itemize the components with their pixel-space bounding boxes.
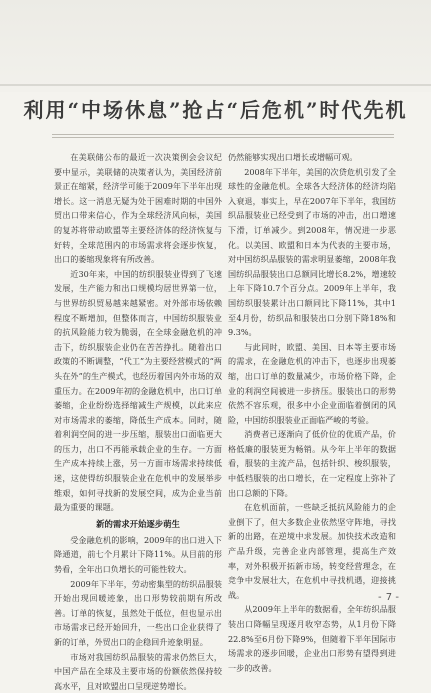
paragraph: 2008年下半年，美国的次贷危机引发了全球性的金融危机。全球各大经济体的经济均陷入衰退，事实上，早在2007年下半年，我国纺织品服装业已经受到了市场的冲击，出口增速下滑，订单减少。到2008年，情况进一步恶化。以美国、欧盟和日本为代表的主要市场，对中国纺织品服装的需求明显萎缩，2008年我国纺织品服装出口总额同比增长8.2%，增速较上年下降10.7个百分点。2009年上半年，我国纺织服装累计出口额同比下降11%，其中1至4月份，纺织品和服装出口分别下降18%和9.3%。 bbox=[228, 166, 396, 338]
section-heading: 新的需求开始逐步萌生 bbox=[96, 518, 180, 529]
article-title: 利用“中场休息”抢占“后危机”时代先机 bbox=[23, 98, 408, 122]
paragraph: 受金融危机的影响，2009年的出口进入下降通道，前七个月累计下降11%。从目前的形势看，全年出口负增长的可能性较大。 bbox=[54, 534, 222, 575]
title-rule-top bbox=[52, 134, 394, 135]
paragraph: 在危机面前，一些缺乏抵抗风险能力的企业倒下了，但大多数企业依然坚守阵地，寻找新的出路，在逆境中求发展。加快技术改造和产品升级，完善企业内部管理，提高生产效率，对外积极开拓新市场，转变经营理念，在竞争中发展壮大，在危机中寻找机遇，迎接挑战。 bbox=[228, 502, 396, 600]
paragraph: 在美联储公布的最近一次决策例会会议纪要中显示，美联储的决策者认为，美国经济前景正在缩紧，经济学可能于2009年下半年出现增长。这一消息无疑为处于困难时期的中国外贸出口带来信心，作为全球经济风向标，美国的复苏将带动欧盟等主要经济体的经济恢复与好转，全球范围内的市场需求将会逐步恢复，出口的萎缩现象将有所改善。 bbox=[54, 152, 222, 265]
title-rule-bottom bbox=[52, 137, 394, 138]
paragraph: 市场对我国纺织品服装的需求仍然巨大，中国产品在全球及主要市场的份额依然保持较高水平，且对欧盟出口呈现逆势增长。 bbox=[54, 651, 222, 691]
right-column bbox=[228, 150, 396, 673]
paragraph: 从2009年上半年的数据看，全年纺织品服装出口降幅呈现逐月收窄态势，从1月份下降22.8%至6月份下降9%，但随着下半年国际市场需求的逐步回暖，企业出口形势有望得到进一步的改善。 bbox=[228, 604, 396, 673]
page-number: - 7 - bbox=[378, 592, 400, 603]
paragraph: 仍然能够实现出口增长或增幅可观。 bbox=[228, 152, 358, 162]
paragraph: 2009年下半年，劳动密集型的纺织品服装开始出现回暖迹象，出口形势较前期有所改善。订单的恢复，虽然处于低位，但也显示出市场需求已经开始回升，一些出口企业获得了新的订单，外贸出口的企稳回升迹象明显。 bbox=[54, 578, 222, 647]
paragraph: 与此同时，欧盟、美国、日本等主要市场的需求，在金融危机的冲击下，也逐步出现萎缩，出口订单的数量减少，市场价格下降，企业的利润空间被进一步挤压。服装出口的形势依然不容乐观，很多中小企业面临着倒闭的风险，中国纺织服装业正面临严峻的考验。 bbox=[228, 341, 396, 425]
left-column bbox=[54, 150, 222, 691]
header-band bbox=[0, 0, 431, 92]
paragraph: 消费者已逐渐向了低价位的优质产品，价格低廉的服装更为畅销。从今年上半年的数据看，服装的主流产品，包括针织、梭织服装，中低档服装的出口增长，在一定程度上弥补了出口总额的下降。 bbox=[228, 429, 396, 498]
paragraph: 近30年来，中国的纺织服装业得到了飞速发展，生产能力和出口规模均居世界第一位，与世界纺织贸易越来越紧密。对外部市场依赖程度不断增加，但整体而言，中国纺织服装业的抗风险能力较为脆弱，在全球金融危机的冲击下，纺织服装企业仍在苦苦挣扎。随着出口政策的不断调整，“代工”为主要经营模式的“两头在外”的生产模式，也经历着国内外市场的双重压力。在2009年初的金融危机中，出口订单萎缩，企业纷纷选择缩减生产规模，以此来应对市场需求的萎缩，降低生产成本。同时，随着利润空间的进一步压缩，服装出口面临更大的压力，出口不再能承载企业的生存。一方面生产成本持续上涨，另一方面市场需求持续低迷，这使得纺织服装企业在危机中的发展举步维艰，如何寻找新的发展空间，成为企业当前最为重要的课题。 bbox=[54, 268, 222, 513]
page-number-value: 7 bbox=[385, 592, 393, 603]
